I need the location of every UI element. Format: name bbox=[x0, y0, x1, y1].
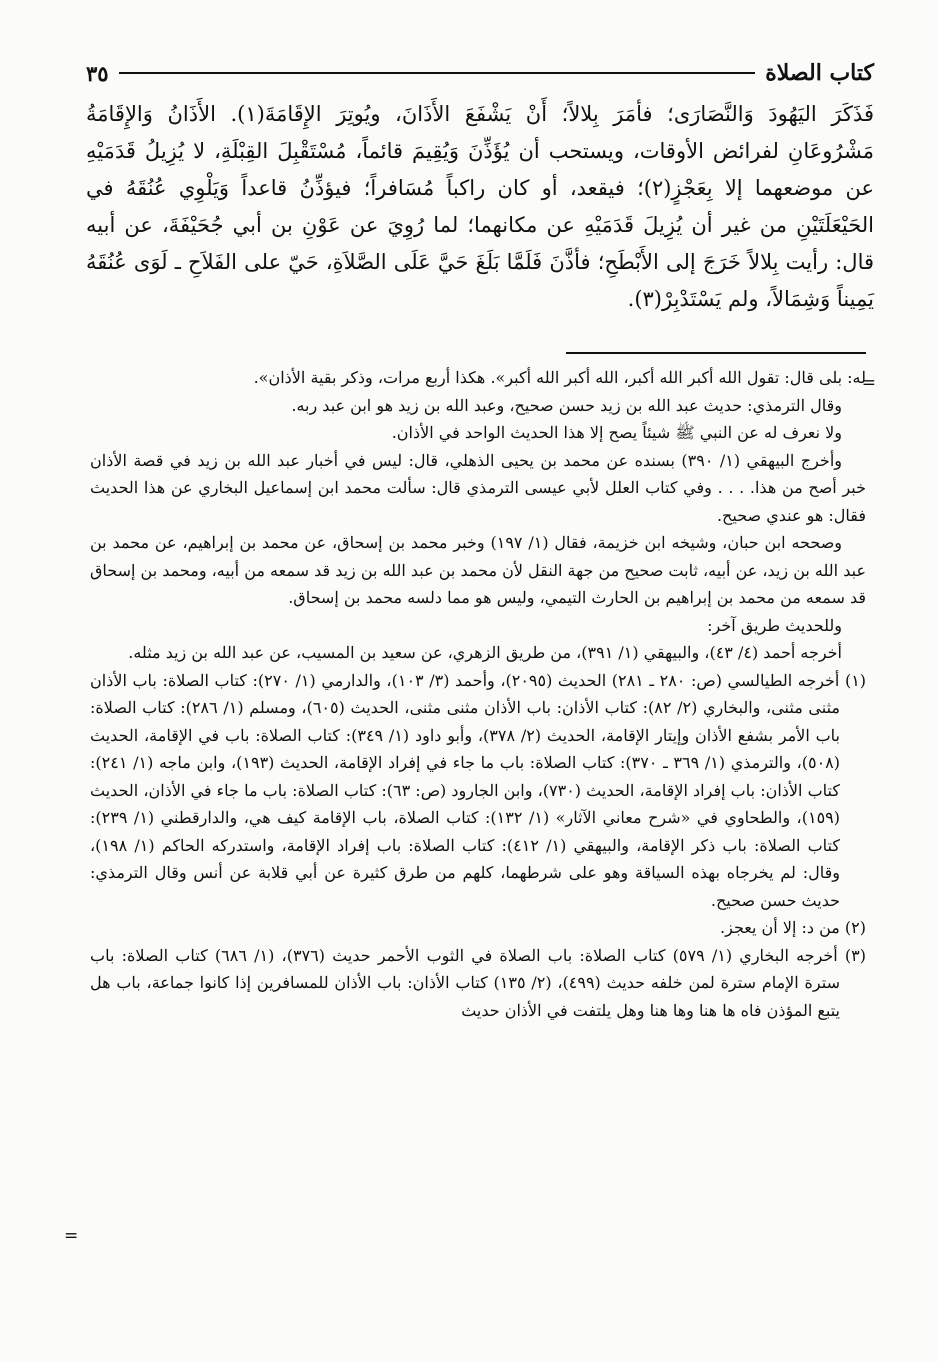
note-paragraph: وقال الترمذي: حديث عبد الله بن زيد حسن صحيح، وعبد الله بن زيد هو ابن عبد ربه. bbox=[291, 395, 842, 415]
note-paragraph: وأخرج البيهقي (١/ ٣٩٠) بسنده عن محمد بن يحيى الذهلي، قال: ليس في أخبار عبد الله بن زيد في قصة الأذان خبر أصح من هذا. . . . وفي كتاب العلل لأبي عيسى الترمذي قال: سألت محمد ابن إسماعيل البخاري عن هذا الحديث فقال: هو عندي صحيح. bbox=[90, 450, 866, 525]
page-header bbox=[86, 56, 874, 90]
footnotes-area bbox=[90, 364, 866, 1024]
header-rule bbox=[119, 72, 756, 74]
footnote-1: (١) أخرجه الطيالسي (ص: ٢٨٠ ـ ٢٨١) الحديث (٢٠٩٥)، وأحمد (٣/ ١٠٣)، والدارمي (١/ ٢٧٠): كتاب الصلاة: باب الأذان مثنى مثنى، والبخاري (٢/ ٨٢): كتاب الأذان: باب الأذان مثنى مثنى، الحديث (٦٠٥)، ومسلم (١/ ٢٨٦): كتاب الصلاة: باب الأمر بشفع الأذان وإيتار الإقامة، الحديث (٢/ ٣٧٨)، وأبو داود (١/ ٣٤٩): كتاب الصلاة: باب في الإقامة، الحديث (٥٠٨)، والترمذي (١/ ٣٦٩ ـ ٣٧٠): كتاب الصلاة: باب ما جاء في إفراد الإقامة، الحديث (١٩٣)، وابن ماجه (١/ ٢٤١): كتاب الأذان: باب إفراد الإقامة، الحديث (٧٣٠)، وابن الجارود (ص: ٦٣): كتاب الصلاة: باب ما جاء في الأذان، الحديث (١٥٩)، والطحاوي في «شرح معاني الآثار» (١/ ١٣٢): كتاب الصلاة، باب الإقامة كيف هي، والدارقطني (١/ ٢٣٩): كتاب الصلاة: باب ذكر الإقامة، والبيهقي (١/ ٤١٢): كتاب الصلاة: باب إفراد الإقامة، واستدركه الحاكم (١/ ١٩٨)، وقال: لم يخرجاه بهذه السياقة وهو على شرطهما، كلهم من طرق كثيرة عن أبي قلابة عن أنس وقال الترمذي: حديث حسن صحيح. bbox=[90, 670, 867, 910]
note-continued: له: بلى قال: تقول الله أكبر الله أكبر، الله أكبر الله أكبر». هكذا أربع مرات، وذكر بقية الأذان». bbox=[253, 368, 866, 387]
page-number: ٣٥ bbox=[86, 60, 109, 86]
continuation-mark-end: = bbox=[64, 1226, 79, 1246]
continuation-mark-start: = bbox=[861, 373, 876, 393]
main-paragraph: فَذَكَرَ اليَهُودَ وَالنَّصَارَى؛ فأمَرَ بِلالاً؛ أَنْ يَشْفَعَ الأَذَانَ، ويُوتِرَ الإِقَامَةَ(١). الأَذَانُ وَالإِقَامَةُ مَشْرُوعَانِ لفرائض الأوقات، ويستحب أن يُؤَذِّنَ وَيُقِيمَ قائماً، مُسْتَقْبِلَ القِبْلَةِ، لا يُزِيلُ قَدَمَيْهِ عن موضعهما إلا بِعَجْزٍ(٢)؛ فيقعد، أو كان راكباً مُسَافراً؛ فيؤذِّنُ قاعداً وَيَلْوِي عُنُقَهُ في الحَيْعَلَتَيْنِ من غير أن يُزِيلَ قَدَمَيْهِ عن مكانهما؛ لما رُوِيَ عن عَوْنِ بن أبي جُحَيْفَةَ، عن أبيه قال: رأيت بِلالاً خَرَجَ إلى الأَبْطَحِ؛ فأذَّنَ فَلَمَّا بَلَغَ حَيَّ عَلَى الصَّلاَةِ، حَيّ على الفَلاَحِ ـ لَوَى عُنُقَهُ يَمِيناً وَشِمَالاً، ولم يَسْتَدْبِرْ(٣). bbox=[86, 102, 874, 311]
note-paragraph: وصححه ابن حبان، وشيخه ابن خزيمة، فقال (١/ ١٩٧) وخبر محمد بن إسحاق، عن محمد بن إبراهيم، عن محمد بن عبد الله بن زيد، عن أبيه، ثابت صحيح من جهة النقل لأن محمد بن عبد الله بن زيد قد سمعه من أبيه، ومحمد بن إسحاق قد سمعه من محمد بن إبراهيم بن الحارث التيمي، وليس هو مما دلسه محمد بن إسحاق. bbox=[90, 533, 866, 607]
main-text bbox=[86, 96, 874, 318]
footnote-separator bbox=[566, 352, 866, 354]
note-paragraph: أخرجه أحمد (٤/ ٤٣)، والبيهقي (١/ ٣٩١)، من طريق الزهري، عن سعيد بن المسيب، عن عبد الله بن زيد مثله. bbox=[128, 643, 842, 662]
footnote-2: (٢) من د: إلا أن يعجز. bbox=[720, 918, 866, 937]
footnote-3: (٣) أخرجه البخاري (١/ ٥٧٩) كتاب الصلاة: باب الصلاة في الثوب الأحمر حديث (٣٧٦)، (١/ ٦٨٦) كتاب الصلاة: باب سترة الإمام سترة لمن خلفه حديث (٤٩٩)، (٢/ ١٣٥) كتاب الأذان: باب الأذان للمسافرين إذا كانوا جماعة، باب هل يتبع المؤذن فاه ها هنا وها هنا وهل يلتفت في الأذان حديث bbox=[90, 945, 867, 1020]
note-paragraph: وللحديث طريق آخر: bbox=[707, 615, 842, 635]
book-title: كتاب الصلاة bbox=[765, 60, 874, 86]
note-paragraph: ولا نعرف له عن النبي ﷺ شيئاً يصح إلا هذا الحديث الواحد في الأذان. bbox=[391, 423, 842, 442]
